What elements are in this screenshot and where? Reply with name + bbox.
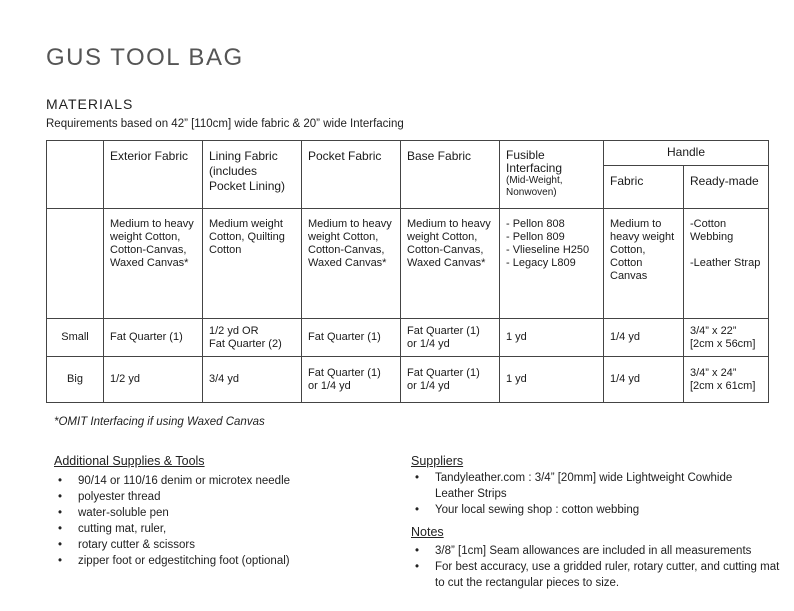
fusible-option-2: - Pellon 809 [506,231,565,243]
small-pocket: Fat Quarter (1) [302,319,401,357]
table-row-description [47,209,769,319]
big-fusible: 1 yd [500,357,604,403]
big-handle-size-cm: [2cm x 61cm] [690,379,756,392]
small-lining [203,319,302,357]
list-item: • 3/8” [1cm] Seam allowances are included in all measurements [411,543,781,559]
desc-exterior: Medium to heavy weight Cotton, Cotton-Canvas, Waxed Canvas* [104,209,203,319]
fusible-option-3: - Vlieseline H250 [506,244,590,256]
table-header-row [47,141,769,166]
section-heading-materials: MATERIALS [46,96,134,112]
big-base [401,357,500,403]
header-exterior-fabric: Exterior Fabric [104,141,203,209]
suppliers-heading: Suppliers [411,454,464,468]
omit-interfacing-note: *OMIT Interfacing if using Waxed Canvas [54,416,265,428]
big-handle-fabric: 1/4 yd [604,357,684,403]
header-base-fabric: Base Fabric [401,141,500,209]
list-item: • For best accuracy, use a gridded ruler, rotary cutter, and cutting mat to cut the rectangular pieces to size. [411,559,781,591]
fusible-option-1: - Pellon 808 [506,218,565,230]
fusible-option-4: - Legacy L809 [506,257,576,269]
requirements-text: Requirements based on 42” [110cm] wide fabric & 20” wide Interfacing [46,118,404,130]
header-handle-readymade: Ready-made [684,166,769,209]
header-pocket-fabric: Pocket Fabric [302,141,401,209]
small-base-line-1: Fat Quarter (1) [407,324,480,337]
desc-base: Medium to heavy weight Cotton, Cotton-Canvas, Waxed Canvas* [401,209,500,319]
desc-handle-readymade [684,209,769,319]
header-handle-fabric: Fabric [604,166,684,209]
handle-ready-option-1: -Cotton Webbing [690,218,734,243]
big-pocket-line-1: Fat Quarter (1) [308,366,381,379]
small-fusible: 1 yd [500,319,604,357]
notes-heading: Notes [411,525,444,539]
big-base-line-2: or 1/4 yd [407,379,450,392]
notes-list [411,543,781,591]
header-fusible-interfacing [500,141,604,209]
list-item: • 90/14 or 110/16 denim or microtex needle [54,473,354,489]
small-handle-readymade [684,319,769,357]
small-lining-line-1: 1/2 yd OR [209,324,259,337]
list-item: • zipper foot or edgestitching foot (optional) [54,553,354,569]
header-handle: Handle [604,141,769,166]
big-pocket-line-2: or 1/4 yd [308,379,351,392]
desc-handle-fabric: Medium to heavy weight Cotton, Cotton Canvas [604,209,684,319]
small-handle-size-cm: [2cm x 56cm] [690,337,756,350]
row-label-big: Big [47,357,104,403]
desc-lining: Medium weight Cotton, Quilting Cotton [203,209,302,319]
big-pocket [302,357,401,403]
table-corner-cell [47,141,104,209]
small-lining-line-2: Fat Quarter (2) [209,337,282,350]
table-row-small [47,319,769,357]
small-base [401,319,500,357]
small-exterior: Fat Quarter (1) [104,319,203,357]
description-row-label [47,209,104,319]
materials-table [46,140,769,403]
desc-pocket: Medium to heavy weight Cotton, Cotton-Canvas, Waxed Canvas* [302,209,401,319]
small-handle-fabric: 1/4 yd [604,319,684,357]
small-handle-size-in: 3/4” x 22” [690,324,737,337]
desc-fusible [500,209,604,319]
header-lining-fabric: Lining Fabric (includes Pocket Lining) [203,141,302,209]
handle-ready-option-2: -Leather Strap [690,257,761,269]
additional-supplies-heading: Additional Supplies & Tools [54,454,205,468]
header-fusible-title: Fusible Interfacing [506,148,563,175]
additional-supplies-list [54,473,354,569]
list-item: • Tandyleather.com : 3/4” [20mm] wide Lightweight Cowhide Leather Strips [411,470,771,502]
list-item: • Your local sewing shop : cotton webbing [411,502,771,518]
list-item: • polyester thread [54,489,354,505]
table-row-big [47,357,769,403]
list-item: • cutting mat, ruler, [54,521,354,537]
page-title: GUS TOOL BAG [46,44,244,71]
small-base-line-2: or 1/4 yd [407,337,450,350]
header-fusible-subtitle: (Mid-Weight, Nonwoven) [506,175,563,198]
list-item: • water-soluble pen [54,505,354,521]
big-base-line-1: Fat Quarter (1) [407,366,480,379]
list-item: • rotary cutter & scissors [54,537,354,553]
big-handle-readymade [684,357,769,403]
big-handle-size-in: 3/4” x 24” [690,366,737,379]
big-exterior: 1/2 yd [104,357,203,403]
suppliers-list [411,470,771,518]
big-lining: 3/4 yd [203,357,302,403]
row-label-small: Small [47,319,104,357]
